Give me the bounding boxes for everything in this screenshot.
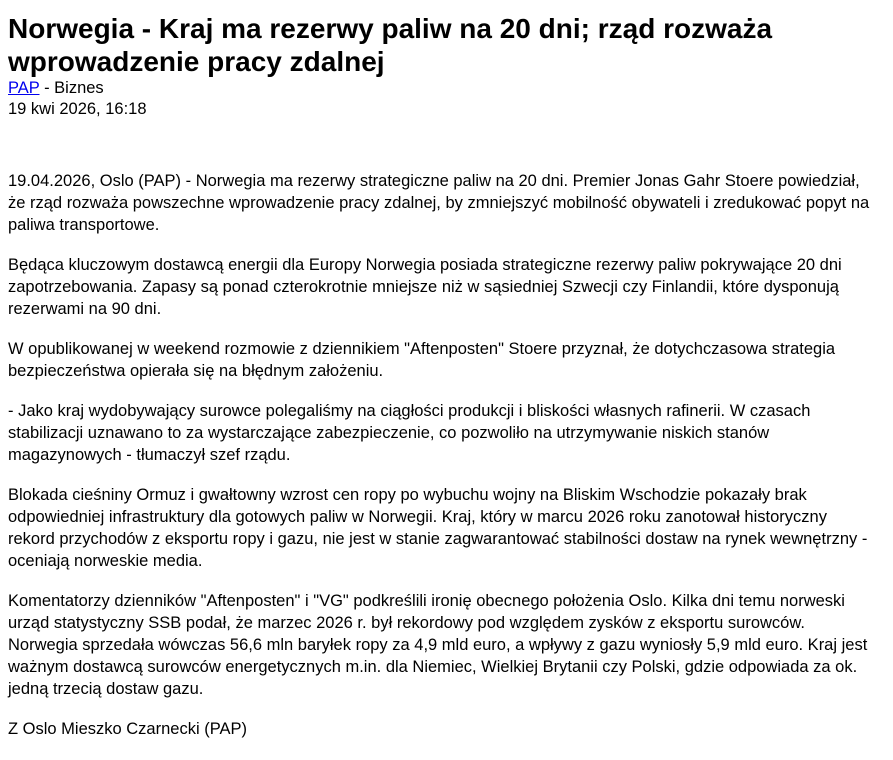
- article-paragraph: - Jako kraj wydobywający surowce polegaliśmy na ciągłości produkcji i bliskości własnych rafinerii. W czasach stabilizacji uznawano to za wystarczające zabezpieczenie, co pozwoliło na utrzymywanie niskich stanów magazynowych - tłumaczył szef rządu.: [8, 402, 811, 464]
- article-signature: Z Oslo Mieszko Czarnecki (PAP): [8, 720, 247, 738]
- article-paragraph: Komentatorzy dzienników "Aftenposten" i "VG" podkreślili ironię obecnego położenia Oslo. Kilka dni temu norweski urząd statystyczny SSB podał, że marzec 2026 r. był rekordowy pod względem zysków z eksportu surowców. Norwegia sprzedała wówczas 56,6 mln baryłek ropy za 4,9 mld euro, a wpływy z gazu wyniosły 5,9 mld euro. Kraj jest ważnym dostawcą surowców energetycznych m.in. dla Niemiec, Wielkiej Brytanii czy Polski, gdzie odpowiada za ok. jedną trzecią dostaw gazu.: [8, 592, 868, 698]
- article-paragraph: Blokada cieśniny Ormuz i gwałtowny wzrost cen ropy po wybuchu wojny na Bliskim Wschodzie pokazały brak odpowiedniej infrastruktury dla gotowych paliw w Norwegii. Kraj, który w marcu 2026 roku zanotował historyczny rekord przychodów z eksportu ropy i gazu, nie jest w stanie zagwarantować stabilności dostaw na rynek wewnętrzny - oceniają norweskie media.: [8, 486, 868, 570]
- article-byline: [8, 78, 878, 99]
- article-paragraph: W opublikowanej w weekend rozmowie z dziennikiem "Aftenposten" Stoere przyznał, że dotychczasowa strategia bezpieczeństwa opierała się na błędnym założeniu.: [8, 340, 836, 380]
- publish-date: 19 kwi 2026, 16:18: [8, 100, 147, 118]
- article-body: [8, 170, 878, 740]
- article-paragraph: 19.04.2026, Oslo (PAP) - Norwegia ma rezerwy strategiczne paliw na 20 dni. Premier Jonas Gahr Stoere powiedział, że rząd rozważa powszechne wprowadzenie pracy zdalnej, by zmniejszyć mobilność obywateli i zredukować popyt na paliwa transportowe.: [8, 172, 870, 234]
- source-link[interactable]: PAP: [8, 79, 40, 97]
- article-paragraph: Będąca kluczowym dostawcą energii dla Europy Norwegia posiada strategiczne rezerwy paliw pokrywające 20 dni zapotrzebowania. Zapasy są ponad czterokrotnie mniejsze niż w sąsiedniej Szwecji czy Finlandii, które dysponują rezerwami na 90 dni.: [8, 256, 842, 318]
- article-title: Norwegia - Kraj ma rezerwy paliw na 20 dni; rząd rozważa wprowadzenie pracy zdalnej: [8, 13, 773, 77]
- section-label: - Biznes: [39, 79, 104, 97]
